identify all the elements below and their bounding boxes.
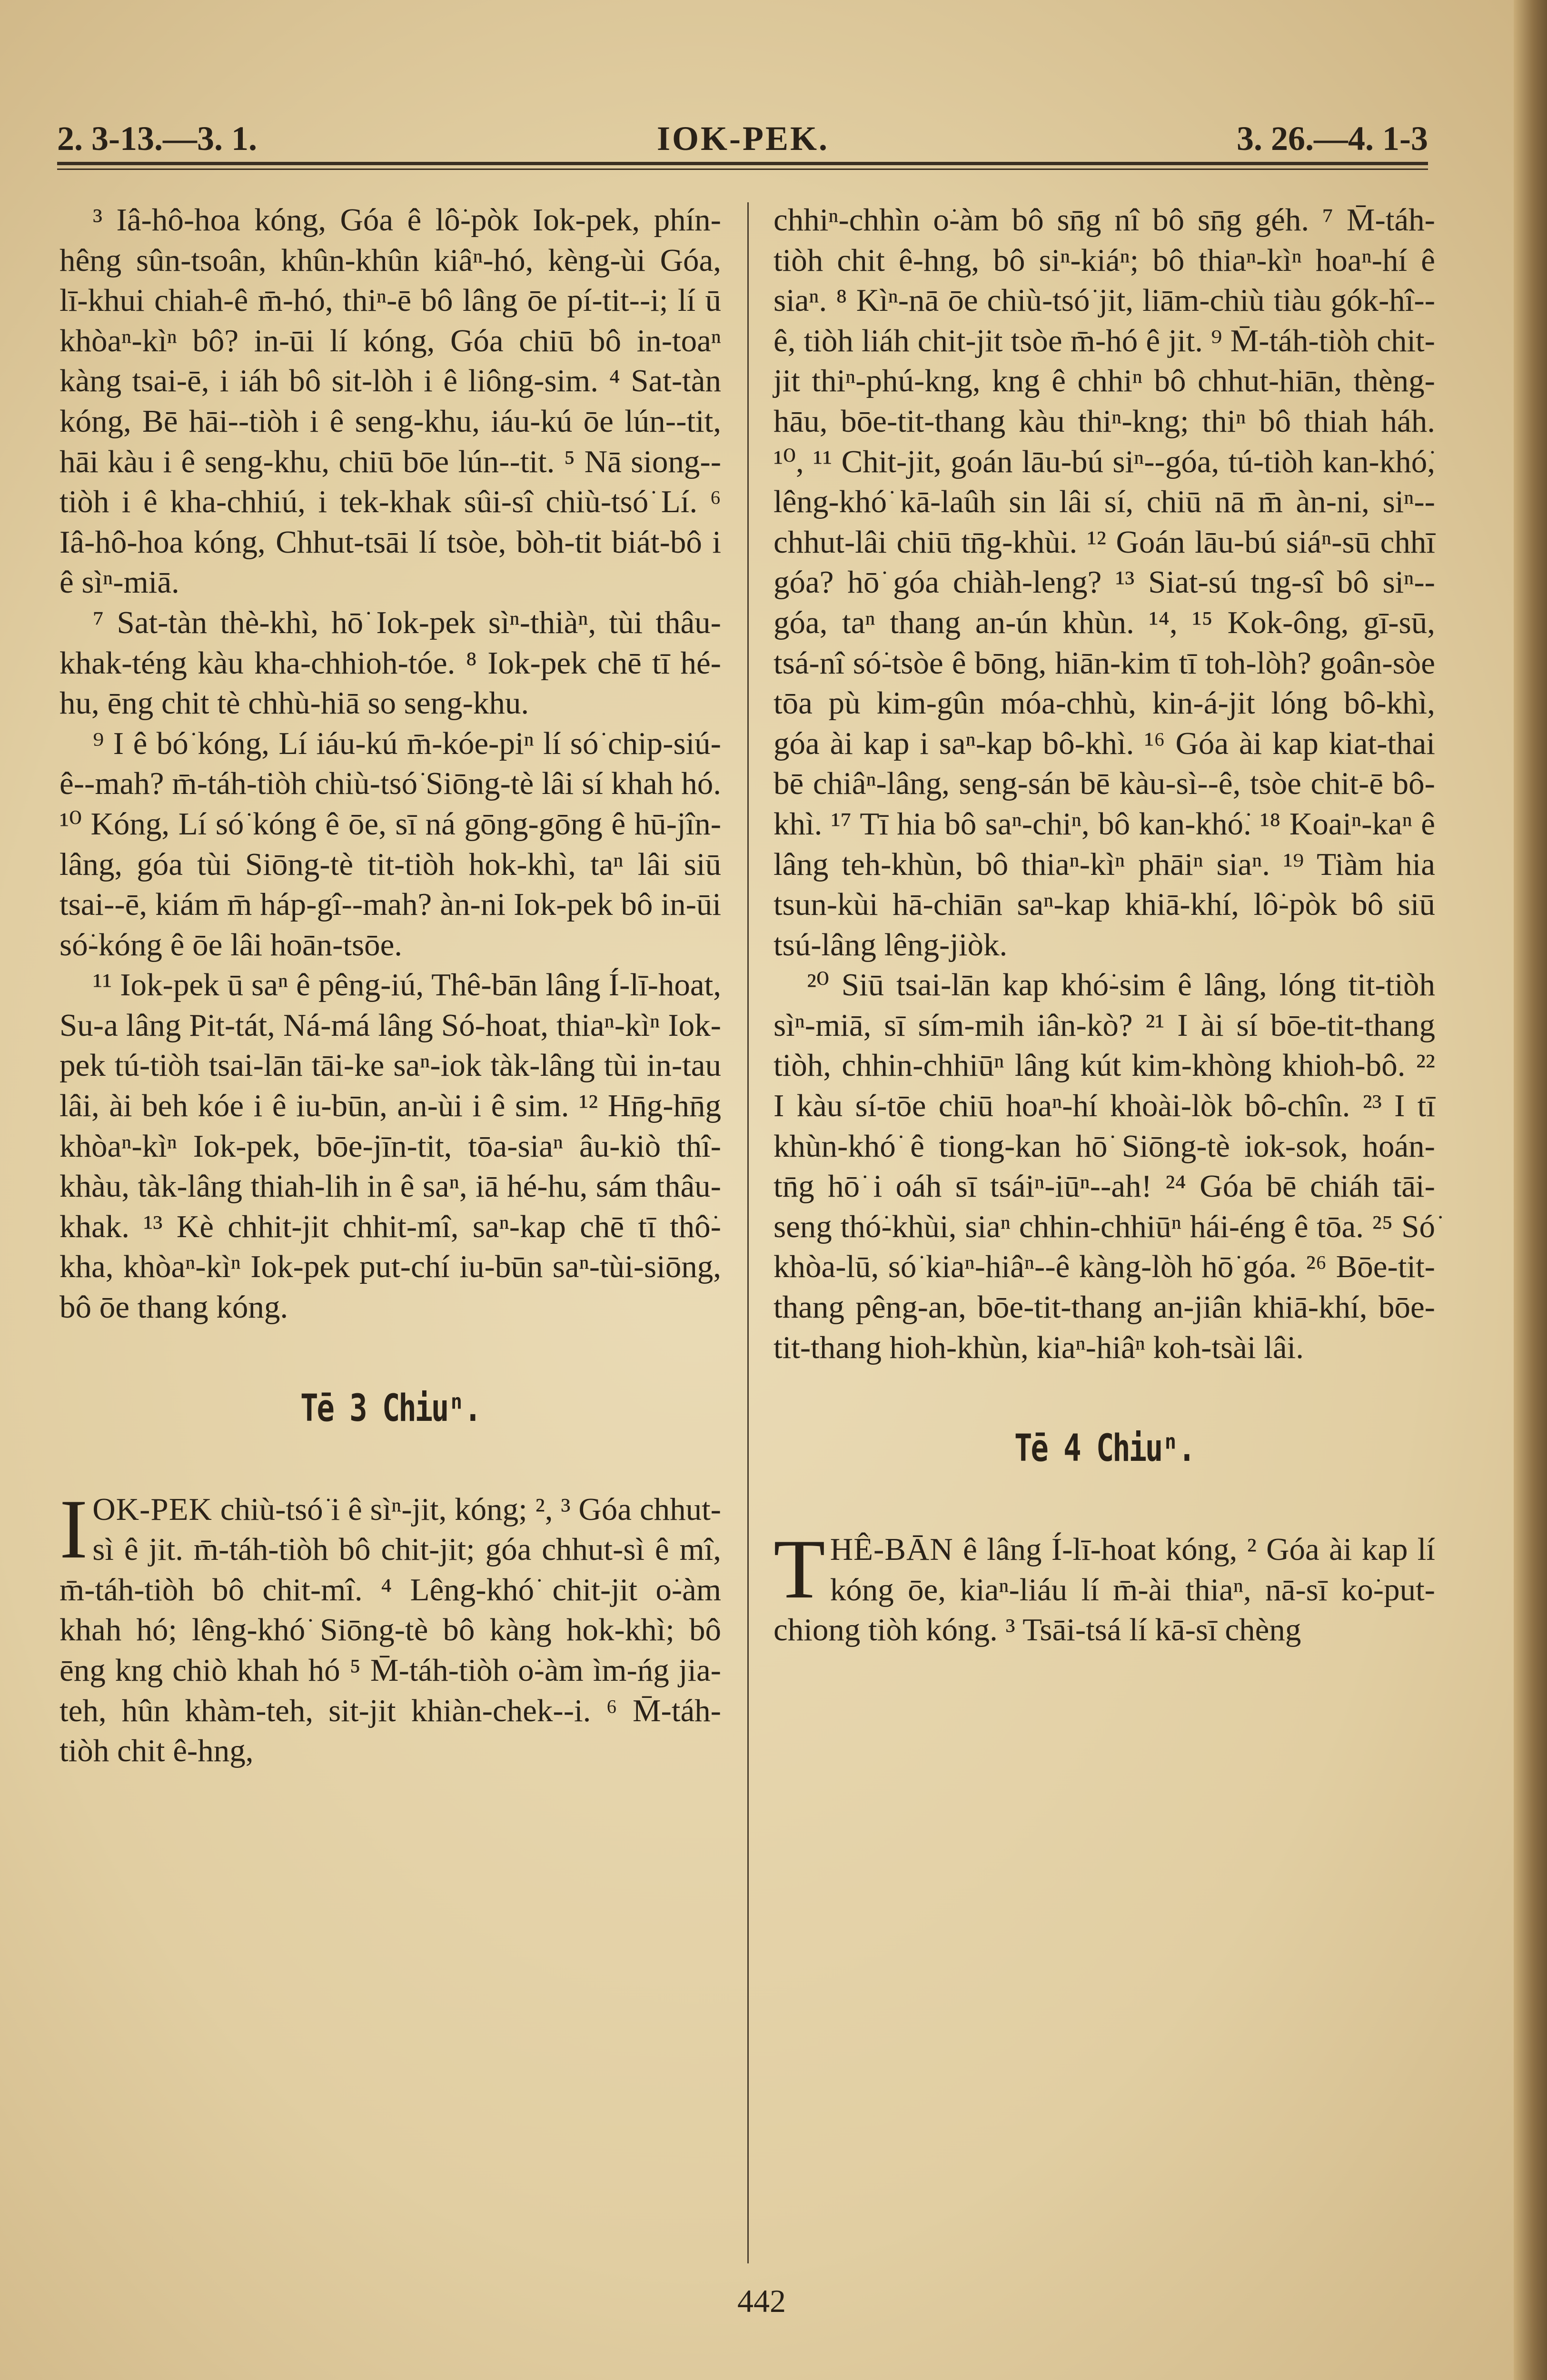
page-number: 442 — [737, 2283, 786, 2319]
drop-cap: T — [774, 1522, 825, 1616]
verse-paragraph: ⁹ I ê bó͘ kóng, Lí iáu-kú m̄-kóe-piⁿ lí só͘ chip-siú-ê--mah? m̄-táh-tiòh chiù-tsó͘ Siōng-tè lâi sí khah hó. ¹⁰ Kóng, Lí só͘ kóng ê ōe, sī ná gōng-gōng ê hū-jîn-lâng, góa tùi Siōng-tè tit-tiòh hok-khì, taⁿ lâi siū tsai--ē, kiám m̄ háp-gî--mah? àn-ni Iok-pek bô in-ūi só͘-kóng ê ōe lâi hoān-tsōe. — [60, 725, 721, 962]
right-column — [774, 200, 1435, 1650]
verse-paragraph: ²⁰ Siū tsai-lān kap khó͘-sim ê lâng, lóng tit-tiòh sìⁿ-miā, sī sím-mih iân-kò͘? ²¹ I ài sí bōe-tit-thang tiòh, chhin-chhiūⁿ lâng kút kim-khòng khioh-bô. ²² I kàu sí-tōe chiū hoaⁿ-hí khoài-lòk bô-chîn. ²³ I tī khùn-khó͘ ê tiong-kan hō͘ Siōng-tè iok-sok, hoán-tn̄g hō͘ i oáh sī tsáiⁿ-iūⁿ--ah! ²⁴ Góa bē chiáh tāi-seng thó͘-khùi, siaⁿ chhin-chhiūⁿ hái-éng ê tōa. ²⁵ Só͘ khòa-lū, só͘ kiaⁿ-hiâⁿ--ê kàng-lòh hō͘ góa. ²⁶ Bōe-tit-thang pêng-an, bōe-tit-thang an-jiân khiā-khí, bōe-tit-thang hioh-khùn, kiaⁿ-hiâⁿ koh-tsài lâi. — [774, 967, 1435, 1365]
chapter-heading: Tē 4 Chiuⁿ. — [1014, 1427, 1195, 1470]
header-rule-thin — [57, 169, 1428, 170]
header-book-title: IOK-PEK. — [657, 119, 830, 158]
column-divider — [747, 202, 749, 2263]
left-column — [60, 200, 721, 1771]
chapter-opening-word: HÊ-BĀN — [830, 1532, 953, 1567]
chapter-opening-text: ê lâng Í-lī-hoat kóng, ² Góa ài kap lí kóng ōe, kiaⁿ-liáu lí m̄-ài thiaⁿ, nā-sī ko͘-put-chiong tiòh kóng. ³ Tsāi-tsá lí kā-sī chèng — [774, 1532, 1435, 1648]
drop-cap: I — [60, 1481, 88, 1576]
running-header — [57, 109, 1428, 167]
chapter-opening-paragraph — [60, 1481, 721, 1771]
verse-paragraph: ¹¹ Iok-pek ū saⁿ ê pêng-iú, Thê-bān lâng Í-lī-hoat, Su-a lâng Pit-tát, Ná-má lâng Só-hoat, thiaⁿ-kìⁿ Iok-pek tú-tiòh tsai-lān tāi-ke saⁿ-iok tàk-lâng tùi in-tau lâi, ài beh kóe i ê iu-būn, an-ùi i ê sim. ¹² Hn̄g-hn̄g khòaⁿ-kìⁿ Iok-pek, bōe-jīn-tit, tōa-siaⁿ âu-kiò thî-khàu, tàk-lâng thiah-lih in ê saⁿ, iā hé-hu, sám thâu-khak. ¹³ Kè chhit-jit chhit-mî, saⁿ-kap chē tī thô͘-kha, khòaⁿ-kìⁿ Iok-pek put-chí iu-būn saⁿ-tùi-siōng, bô ōe thang kóng. — [60, 967, 721, 1325]
page-edge — [1514, 0, 1547, 2380]
verse-paragraph: ³ Iâ-hô-hoa kóng, Góa ê lô͘-pòk Iok-pek, phín-hêng sûn-tsoân, khûn-khûn kiâⁿ-hó, kèng-ùi Góa, lī-khui chiah-ê m̄-hó, thiⁿ-ē bô lâng ōe pí-tit--i; lí ū khòaⁿ-kìⁿ bô? in-ūi lí kóng, Góa chiū bô in-toaⁿ kàng tsai-ē, i iáh bô sit-lòh i ê liông-sim. ⁴ Sat-tàn kóng, Bē hāi--tiòh i ê seng-khu, iáu-kú ōe lún--tit, hāi kàu i ê seng-khu, chiū bōe lún--tit. ⁵ Nā siong--tiòh i ê kha-chhiú, i tek-khak sûi-sî chiù-tsó͘ Lí. ⁶ Iâ-hô-hoa kóng, Chhut-tsāi lí tsòe, bòh-tit biát-bô i ê sìⁿ-miā. — [60, 202, 721, 600]
header-rule-thick — [57, 162, 1428, 165]
verse-paragraph: ⁷ Sat-tàn thè-khì, hō͘ Iok-pek sìⁿ-thiàⁿ, tùi thâu-khak-téng kàu kha-chhioh-tóe. ⁸ Iok-pek chē tī hé-hu, ēng chit tè chhù-hiā so seng-khu. — [60, 605, 721, 721]
chapter-opening-paragraph — [774, 1522, 1435, 1650]
verse-paragraph: chhiⁿ-chhìn o͘-àm bô sn̄g nî bô sn̄g géh. ⁷ M̄-táh-tiòh chit ê-hng, bô siⁿ-kiáⁿ; bô thiaⁿ-kìⁿ hoaⁿ-hí ê siaⁿ. ⁸ Kìⁿ-nā ōe chiù-tsó͘ jit, liām-chiù tiàu gók-hî--ê, tiòh liáh chit-jit tsòe m̄-hó ê jit. ⁹ M̄-táh-tiòh chit-jit thiⁿ-phú-kng, kng ê chhiⁿ bô chhut-hiān, thèng-hāu, bōe-tit-thang kàu thiⁿ-kng; thiⁿ bô thiah háh. ¹⁰, ¹¹ Chit-jit, goán lāu-bú siⁿ--góa, tú-tiòh kan-khó͘, lêng-khó͘ kā-laûh sin lâi sí, chiū nā m̄ àn-ni, siⁿ--chhut-lâi chiū tn̄g-khùi. ¹² Goán lāu-bú siáⁿ-sū chhī góa? hō͘ góa chiàh-leng? ¹³ Siat-sú tng-sî bô siⁿ--góa, taⁿ thang an-ún khùn. ¹⁴, ¹⁵ Kok-ông, gī-sū, tsá-nî só͘-tsòe ê bōng, hiān-kim tī toh-lòh? goân-sòe tōa pù kim-gûn móa-chhù, kin-á-jit lóng bô-khì, góa ài kap i saⁿ-kap bô-khì. ¹⁶ Góa ài kap kiat-thai bē chiâⁿ-lâng, seng-sán bē kàu-sì--ê, tsòe chit-ē bô-khì. ¹⁷ Tī hia bô saⁿ-chiⁿ, bô kan-khó͘. ¹⁸ Koaiⁿ-kaⁿ ê lâng teh-khùn, bô thiaⁿ-kìⁿ phāiⁿ siaⁿ. ¹⁹ Tiàm hia tsun-kùi hā-chiān saⁿ-kap khiā-khí, lô͘-pòk bô siū tsú-lâng lêng-jiòk. — [774, 202, 1435, 962]
header-right-reference: 3. 26.—4. 1-3 — [1237, 119, 1428, 158]
chapter-opening-text: chiù-tsó͘ i ê sìⁿ-jit, kóng; ², ³ Góa chhut-sì ê jit. m̄-táh-tiòh bô chit-jit; góa chhut-sì ê mî, m̄-táh-tiòh bô chit-mî. ⁴ Lêng-khó͘ chit-jit o͘-àm khah hó; lêng-khó͘ Siōng-tè bô kàng hok-khì; bô ēng kng chiò khah hó ⁵ M̄-táh-tiòh o͘-àm ìm-ńg jia-teh, hûn khàm-teh, sit-jit khiàn-chek--i. ⁶ M̄-táh-tiòh chit ê-hng, — [60, 1491, 721, 1769]
chapter-heading: Tē 3 Chiuⁿ. — [300, 1387, 481, 1430]
header-left-reference: 2. 3-13.—3. 1. — [57, 119, 257, 158]
chapter-opening-word: OK-PEK — [92, 1491, 212, 1527]
